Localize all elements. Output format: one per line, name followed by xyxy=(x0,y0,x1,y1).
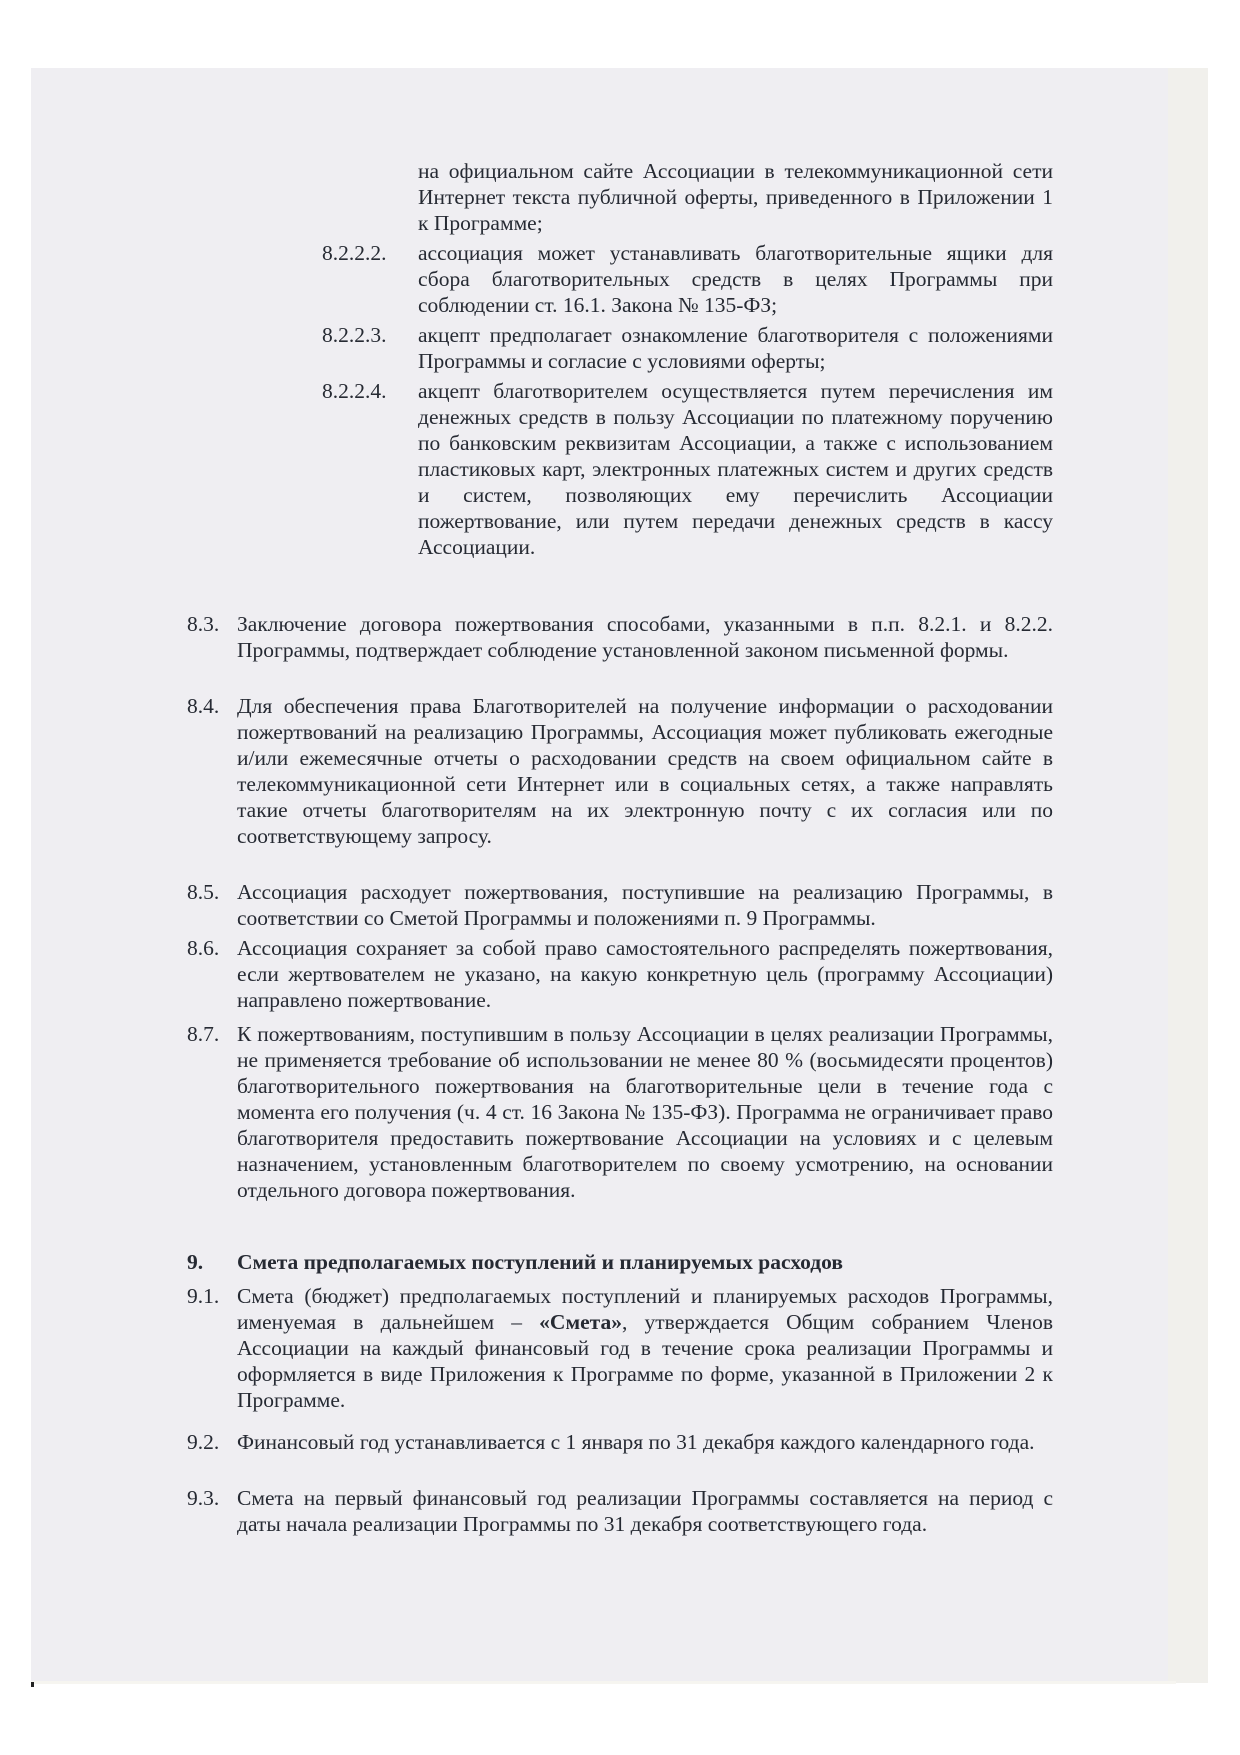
item-text: Смета на первый финансовый год реализации Программы составляется на период с даты начала реализации Программы по 31 декабря соответствующего года. xyxy=(237,1486,1053,1536)
item-8-4 xyxy=(187,693,1053,849)
item-8-5 xyxy=(187,879,1053,931)
item-9-3 xyxy=(187,1485,1053,1537)
item-text: К пожертвованиям, поступившим в пользу Ассоциации в целях реализации Программы, не применяется требование об использовании не менее 80 % (восьмидесяти процентов) благотворительного пожертвования на благотворительные цели в течение года с момента его получения (ч. 4 ст. 16 Закона № 135-ФЗ). Программа не ограничивает право благотворителя предоставить пожертвование Ассоциации на условиях и с целевым назначением, установленным благотворителем по своему усмотрению, на основании отдельного договора пожертвования. xyxy=(237,1022,1053,1202)
item-text-part: Смета (бюджет) предполагаемых поступлений и планируемых расходов Программы, именуемая в дальнейшем – xyxy=(237,1284,1053,1334)
item-number: 8.2.2.4. xyxy=(322,379,387,403)
item-text: Для обеспечения права Благотворителей на получение информации о расходовании пожертвований на реализацию Программы, Ассоциация может публиковать ежегодные и/или ежемесячные отчеты о расходовании средств на своем официальном сайте в телекоммуникационной сети Интернет или в социальных сетях, а также направлять такие отчеты благотворителям на их электронную почту с их согласия или по соответствующему запросу. xyxy=(237,694,1053,848)
item-text: акцепт предполагает ознакомление благотворителя с положениями Программы и согласие с условиями оферты; xyxy=(418,323,1053,373)
item-text: Ассоциация сохраняет за собой право самостоятельного распределять пожертвования, если жертвователем не указано, на какую конкретную цель (программу Ассоциации) направлено пожертвование. xyxy=(237,936,1053,1012)
item-number: 8.2.2.3. xyxy=(322,323,387,347)
item-9-1 xyxy=(187,1283,1053,1413)
scan-bottom-edge xyxy=(31,1681,1176,1684)
scan-corner-mark xyxy=(31,1682,34,1687)
item-text-part: , утверждается Общим собранием Членов Ассоциации на каждый финансовый год в течение срока реализации Программы и оформляется в виде Приложения к Программе по форме, указанной в Приложении 2 к Программе. xyxy=(237,1310,1053,1412)
item-text: ассоциация может устанавливать благотворительные ящики для сбора благотворительных средств в целях Программы при соблюдении ст. 16.1. Закона № 135-ФЗ; xyxy=(418,241,1053,317)
item-text: Финансовый год устанавливается с 1 января по 31 декабря каждого календарного года. xyxy=(237,1430,1035,1454)
item-number: 8.7. xyxy=(187,1022,220,1046)
defined-term: «Смета» xyxy=(539,1310,622,1334)
item-number: 8.4. xyxy=(187,694,220,718)
item-text xyxy=(237,1283,1053,1413)
item-9-2 xyxy=(187,1429,1053,1455)
item-8-7 xyxy=(187,1021,1053,1203)
item-number: 9.1. xyxy=(187,1284,220,1308)
item-8-6 xyxy=(187,935,1053,1013)
subitem-8-2-2-4 xyxy=(322,378,1053,560)
section-number: 9. xyxy=(187,1250,204,1274)
scan-edge-strip xyxy=(1168,68,1208,1683)
item-text: Заключение договора пожертвования способами, указанными в п.п. 8.2.1. и 8.2.2. Программы, подтверждает соблюдение установленной законом письменной формы. xyxy=(237,612,1053,662)
item-8-3 xyxy=(187,611,1053,663)
section-9-heading xyxy=(187,1249,1053,1275)
item-number: 9.3. xyxy=(187,1486,220,1510)
item-number: 8.2.2.2. xyxy=(322,241,387,265)
section-title: Смета предполагаемых поступлений и планируемых расходов xyxy=(237,1250,843,1274)
continuation-paragraph xyxy=(418,158,1053,236)
subitem-8-2-2-2 xyxy=(322,240,1053,318)
paragraph-text: на официальном сайте Ассоциации в телекоммуникационной сети Интернет текста публичной оферты, приведенного в Приложении 1 к Программе; xyxy=(418,159,1053,235)
item-text: Ассоциация расходует пожертвования, поступившие на реализацию Программы, в соответствии со Сметой Программы и положениями п. 9 Программы. xyxy=(237,880,1053,930)
item-text: акцепт благотворителем осуществляется путем перечисления им денежных средств в пользу Ассоциации по платежному поручению по банковским реквизитам Ассоциации, а также с использованием пластиковых карт, электронных платежных систем и других средств и систем, позволяющих ему перечислить Ассоциации пожертвование, или путем передачи денежных средств в кассу Ассоциации. xyxy=(418,379,1053,559)
item-number: 8.5. xyxy=(187,880,220,904)
item-number: 9.2. xyxy=(187,1430,220,1454)
item-number: 8.3. xyxy=(187,612,220,636)
item-number: 8.6. xyxy=(187,936,220,960)
subitem-8-2-2-3 xyxy=(322,322,1053,374)
